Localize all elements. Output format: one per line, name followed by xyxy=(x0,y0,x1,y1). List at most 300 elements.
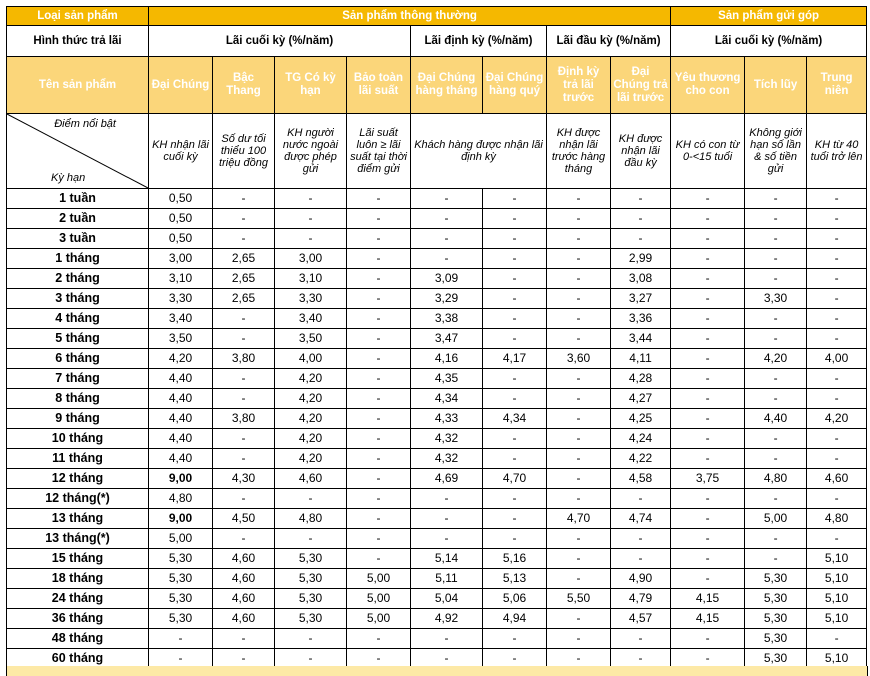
rate-cell: 5,14 xyxy=(411,549,483,569)
rate-cell: 3,00 xyxy=(275,249,347,269)
rate-cell: 4,20 xyxy=(275,369,347,389)
rate-cell: - xyxy=(411,189,483,209)
rate-cell: 5,00 xyxy=(347,569,411,589)
rate-cell: - xyxy=(807,369,867,389)
rate-cell: 4,58 xyxy=(611,469,671,489)
rate-cell: - xyxy=(347,429,411,449)
rate-cell: - xyxy=(347,529,411,549)
rate-cell: 4,79 xyxy=(611,589,671,609)
rate-cell: - xyxy=(483,369,547,389)
rate-cell: - xyxy=(611,549,671,569)
rate-cell: 5,30 xyxy=(275,549,347,569)
rate-cell: 4,70 xyxy=(547,509,611,529)
highlight-label: Điểm nổi bật xyxy=(54,118,116,130)
rate-cell: - xyxy=(483,389,547,409)
rate-cell: - xyxy=(611,189,671,209)
rate-cell: - xyxy=(745,369,807,389)
rate-cell: - xyxy=(671,249,745,269)
rate-cell: 5,30 xyxy=(149,549,213,569)
table-row xyxy=(7,229,867,249)
rate-cell: - xyxy=(213,429,275,449)
highlight-dinh-ky-tra-truoc: KH được nhận lãi trước hàng tháng xyxy=(547,114,611,189)
table-row xyxy=(7,549,867,569)
rate-cell: - xyxy=(483,449,547,469)
rate-cell: - xyxy=(483,329,547,349)
rate-cell: - xyxy=(745,389,807,409)
rate-cell: 4,20 xyxy=(807,409,867,429)
product-dai-chung: Đại Chúng xyxy=(149,57,213,114)
rate-cell: - xyxy=(347,249,411,269)
table-row xyxy=(7,569,867,589)
rate-cell: 5,30 xyxy=(745,609,807,629)
rate-cell: - xyxy=(483,429,547,449)
rate-cell: 3,00 xyxy=(149,249,213,269)
rate-cell: 5,50 xyxy=(547,589,611,609)
rate-cell: - xyxy=(411,489,483,509)
rate-cell: - xyxy=(671,229,745,249)
term-cell: 9 tháng xyxy=(7,409,149,429)
rate-cell: 9,00 xyxy=(149,469,213,489)
table-row xyxy=(7,389,867,409)
rate-cell: 3,80 xyxy=(213,409,275,429)
table-row xyxy=(7,589,867,609)
table-row xyxy=(7,189,867,209)
rate-cell: - xyxy=(671,269,745,289)
rate-cell: 0,50 xyxy=(149,229,213,249)
term-cell: 15 tháng xyxy=(7,549,149,569)
rate-cell: 4,80 xyxy=(745,469,807,489)
rate-cell: - xyxy=(671,629,745,649)
product-tich-luy: Tích lũy xyxy=(745,57,807,114)
rate-cell: 5,06 xyxy=(483,589,547,609)
rate-cell: - xyxy=(671,489,745,509)
rate-cell: - xyxy=(347,349,411,369)
term-cell: 60 tháng xyxy=(7,649,149,669)
rate-cell: - xyxy=(213,189,275,209)
product-bac-thang: Bậc Thang xyxy=(213,57,275,114)
rate-cell: - xyxy=(671,289,745,309)
rate-cell: - xyxy=(275,529,347,549)
rate-cell: - xyxy=(275,189,347,209)
rate-cell: - xyxy=(411,509,483,529)
rate-cell: - xyxy=(611,649,671,669)
rate-cell: - xyxy=(547,209,611,229)
term-cell: 10 tháng xyxy=(7,429,149,449)
header-periodic-interest: Lãi định kỳ (%/năm) xyxy=(411,26,547,57)
header-installment-end-term: Lãi cuối kỳ (%/năm) xyxy=(671,26,867,57)
rate-cell: 5,11 xyxy=(411,569,483,589)
rate-cell: - xyxy=(483,249,547,269)
table-row xyxy=(7,369,867,389)
rate-cell: - xyxy=(547,329,611,349)
term-cell: 36 tháng xyxy=(7,609,149,629)
rate-cell: 4,94 xyxy=(483,609,547,629)
term-cell: 12 tháng xyxy=(7,469,149,489)
rate-table-container xyxy=(6,6,866,668)
rate-cell: - xyxy=(547,649,611,669)
rate-cell: 5,30 xyxy=(275,569,347,589)
term-cell: 18 tháng xyxy=(7,569,149,589)
rate-cell: - xyxy=(611,529,671,549)
rate-cell: - xyxy=(807,209,867,229)
rate-cell: - xyxy=(411,529,483,549)
highlight-bac-thang: Số dư tối thiểu 100 triệu đồng xyxy=(213,114,275,189)
rate-cell: 3,30 xyxy=(149,289,213,309)
rate-cell: - xyxy=(671,449,745,469)
rate-cell: - xyxy=(547,629,611,649)
rate-cell: 3,36 xyxy=(611,309,671,329)
rate-cell: 3,75 xyxy=(671,469,745,489)
rate-cell: - xyxy=(671,209,745,229)
rate-cell: 4,40 xyxy=(149,389,213,409)
rate-cell: - xyxy=(547,309,611,329)
product-dai-chung-hang-thang: Đại Chúng hàng tháng xyxy=(411,57,483,114)
rate-cell: - xyxy=(483,229,547,249)
rate-cell: - xyxy=(745,189,807,209)
rate-cell: 4,30 xyxy=(213,469,275,489)
rate-cell: 4,80 xyxy=(149,489,213,509)
term-cell: 13 tháng xyxy=(7,509,149,529)
rate-cell: 4,34 xyxy=(483,409,547,429)
rate-cell: 4,70 xyxy=(483,469,547,489)
rate-cell: - xyxy=(745,249,807,269)
rate-cell: 4,40 xyxy=(149,449,213,469)
rate-cell: - xyxy=(807,289,867,309)
rate-cell: - xyxy=(745,209,807,229)
rate-cell: - xyxy=(213,649,275,669)
rate-cell: - xyxy=(671,189,745,209)
rate-cell: 4,32 xyxy=(411,449,483,469)
rate-cell: 5,30 xyxy=(149,589,213,609)
rate-cell: 4,60 xyxy=(213,609,275,629)
term-cell: 1 tháng xyxy=(7,249,149,269)
rate-cell: - xyxy=(213,229,275,249)
rate-cell: - xyxy=(547,449,611,469)
rate-cell: - xyxy=(347,489,411,509)
term-cell: 48 tháng xyxy=(7,629,149,649)
table-row xyxy=(7,449,867,469)
rate-cell: - xyxy=(807,269,867,289)
rate-cell: 4,74 xyxy=(611,509,671,529)
rate-cell: - xyxy=(275,229,347,249)
rate-cell: 3,29 xyxy=(411,289,483,309)
term-cell: 13 tháng(*) xyxy=(7,529,149,549)
product-dinh-ky-tra-lai-truoc: Định kỳ trả lãi trước xyxy=(547,57,611,114)
rate-cell: 5,00 xyxy=(149,529,213,549)
term-cell: 3 tháng xyxy=(7,289,149,309)
rate-cell: 3,10 xyxy=(149,269,213,289)
rate-cell: 5,00 xyxy=(347,609,411,629)
rate-cell: - xyxy=(347,449,411,469)
rate-cell: 5,10 xyxy=(807,589,867,609)
table-row xyxy=(7,429,867,449)
rate-cell: - xyxy=(807,389,867,409)
rate-cell: - xyxy=(807,489,867,509)
rate-cell: 9,00 xyxy=(149,509,213,529)
rate-cell: 4,80 xyxy=(807,509,867,529)
rate-cell: - xyxy=(547,549,611,569)
term-cell: 3 tuần xyxy=(7,229,149,249)
rate-cell: - xyxy=(547,289,611,309)
product-trung-nien: Trung niên xyxy=(807,57,867,114)
highlight-bao-toan: Lãi suất luôn ≥ lãi suất tại thời điểm gửi xyxy=(347,114,411,189)
rate-cell: 5,13 xyxy=(483,569,547,589)
header-installment-products: Sản phẩm gửi góp xyxy=(671,7,867,26)
term-cell: 24 tháng xyxy=(7,589,149,609)
rate-cell: 4,22 xyxy=(611,449,671,469)
rate-cell: - xyxy=(611,209,671,229)
rate-cell: - xyxy=(547,229,611,249)
rate-cell: - xyxy=(411,649,483,669)
rate-cell: 4,16 xyxy=(411,349,483,369)
header-product-type: Loại sản phẩm xyxy=(7,7,149,26)
rate-cell: - xyxy=(547,409,611,429)
rate-cell: 4,60 xyxy=(213,589,275,609)
rate-cell: - xyxy=(611,489,671,509)
rate-cell: - xyxy=(671,309,745,329)
rate-cell: 5,30 xyxy=(745,569,807,589)
rate-cell: - xyxy=(275,629,347,649)
rate-cell: 4,92 xyxy=(411,609,483,629)
rate-cell: 4,20 xyxy=(275,409,347,429)
rate-cell: - xyxy=(547,489,611,509)
rate-cell: - xyxy=(483,189,547,209)
highlight-tich-luy: Không giới hạn số lần & số tiền gửi xyxy=(745,114,807,189)
rate-cell: 5,04 xyxy=(411,589,483,609)
rate-cell: - xyxy=(547,429,611,449)
rate-cell: - xyxy=(275,489,347,509)
rate-cell: - xyxy=(671,549,745,569)
rate-cell: 3,40 xyxy=(149,309,213,329)
rate-cell: - xyxy=(347,289,411,309)
rate-cell: 4,60 xyxy=(807,469,867,489)
rate-cell: - xyxy=(149,649,213,669)
rate-cell: 4,60 xyxy=(213,569,275,589)
rate-cell: 3,27 xyxy=(611,289,671,309)
highlight-trung-nien: KH từ 40 tuổi trở lên xyxy=(807,114,867,189)
term-cell: 12 tháng(*) xyxy=(7,489,149,509)
highlight-periodic: Khách hàng được nhận lãi định kỳ xyxy=(411,114,547,189)
rate-cell: - xyxy=(213,629,275,649)
rate-cell: - xyxy=(745,529,807,549)
rate-cell: - xyxy=(347,229,411,249)
product-bao-toan-lai-suat: Bảo toàn lãi suất xyxy=(347,57,411,114)
rate-cell: - xyxy=(671,529,745,549)
rate-cell: 5,00 xyxy=(745,509,807,529)
rate-cell: - xyxy=(547,609,611,629)
rate-cell: 4,20 xyxy=(275,429,347,449)
table-row xyxy=(7,289,867,309)
rate-cell: 4,32 xyxy=(411,429,483,449)
rate-cell: 5,30 xyxy=(745,629,807,649)
rate-cell: - xyxy=(547,249,611,269)
table-row xyxy=(7,609,867,629)
rate-cell: - xyxy=(671,349,745,369)
highlight-dai-chung: KH nhận lãi cuối kỳ xyxy=(149,114,213,189)
term-label: Kỳ hạn xyxy=(51,172,86,184)
rate-cell: 2,99 xyxy=(611,249,671,269)
rate-cell: 4,20 xyxy=(275,449,347,469)
rate-cell: 4,35 xyxy=(411,369,483,389)
rate-cell: - xyxy=(745,329,807,349)
rate-cell: - xyxy=(745,269,807,289)
rate-cell: - xyxy=(347,189,411,209)
rate-cell: 4,27 xyxy=(611,389,671,409)
rate-cell: 0,50 xyxy=(149,209,213,229)
rate-cell: - xyxy=(149,629,213,649)
rate-cell: 4,25 xyxy=(611,409,671,429)
highlight-yeu-thuong: KH có con từ 0-<15 tuổi xyxy=(671,114,745,189)
rate-cell: 4,40 xyxy=(745,409,807,429)
header-payment-form: Hình thức trả lãi xyxy=(7,26,149,57)
rate-cell: 2,65 xyxy=(213,289,275,309)
rate-cell: 2,65 xyxy=(213,269,275,289)
rate-cell: - xyxy=(547,389,611,409)
rate-cell: - xyxy=(745,229,807,249)
rate-cell: - xyxy=(483,289,547,309)
rate-cell: - xyxy=(807,189,867,209)
rate-cell: - xyxy=(213,449,275,469)
rate-cell: - xyxy=(347,269,411,289)
rate-cell: - xyxy=(347,509,411,529)
rate-cell: 5,10 xyxy=(807,649,867,669)
rate-cell: - xyxy=(807,529,867,549)
rate-cell: 5,30 xyxy=(149,609,213,629)
rate-cell: 4,69 xyxy=(411,469,483,489)
rate-cell: - xyxy=(671,369,745,389)
rate-cell: - xyxy=(347,309,411,329)
rate-cell: 4,24 xyxy=(611,429,671,449)
rate-cell: - xyxy=(807,249,867,269)
rate-cell: 4,28 xyxy=(611,369,671,389)
header-upfront-interest: Lãi đầu kỳ (%/năm) xyxy=(547,26,671,57)
header-product-name: Tên sản phẩm xyxy=(7,57,149,114)
table-row xyxy=(7,629,867,649)
table-row xyxy=(7,209,867,229)
rate-cell: - xyxy=(347,329,411,349)
table-row xyxy=(7,269,867,289)
rate-cell: - xyxy=(547,269,611,289)
rate-cell: 5,00 xyxy=(347,589,411,609)
term-cell: 5 tháng xyxy=(7,329,149,349)
table-row xyxy=(7,529,867,549)
rate-cell: - xyxy=(547,369,611,389)
rate-cell: 3,44 xyxy=(611,329,671,349)
rate-cell: - xyxy=(671,329,745,349)
rate-cell: - xyxy=(745,549,807,569)
rate-cell: 4,20 xyxy=(275,389,347,409)
rate-cell: 5,10 xyxy=(807,569,867,589)
header-regular-products: Sản phẩm thông thường xyxy=(149,7,671,26)
rate-cell: 4,33 xyxy=(411,409,483,429)
rate-cell: - xyxy=(347,649,411,669)
rate-cell: - xyxy=(483,309,547,329)
rate-cell: 4,34 xyxy=(411,389,483,409)
rate-cell: 3,08 xyxy=(611,269,671,289)
rate-cell: 5,30 xyxy=(745,649,807,669)
footer-band xyxy=(6,666,868,676)
rate-cell: - xyxy=(807,629,867,649)
rate-table-body xyxy=(7,189,867,669)
term-cell: 11 tháng xyxy=(7,449,149,469)
rate-cell: 5,16 xyxy=(483,549,547,569)
rate-cell: 3,80 xyxy=(213,349,275,369)
rate-cell: - xyxy=(671,389,745,409)
rate-cell: - xyxy=(347,369,411,389)
rate-cell: - xyxy=(347,469,411,489)
term-cell: 4 tháng xyxy=(7,309,149,329)
rate-cell: - xyxy=(807,329,867,349)
table-row xyxy=(7,249,867,269)
rate-cell: - xyxy=(745,449,807,469)
table-row xyxy=(7,489,867,509)
term-cell: 2 tháng xyxy=(7,269,149,289)
table-row xyxy=(7,309,867,329)
table-row xyxy=(7,469,867,489)
rate-cell: 3,40 xyxy=(275,309,347,329)
rate-cell: - xyxy=(213,329,275,349)
rate-cell: 4,40 xyxy=(149,429,213,449)
rate-cell: - xyxy=(347,209,411,229)
interest-rate-table xyxy=(6,6,867,668)
rate-cell: - xyxy=(611,229,671,249)
rate-cell: 4,17 xyxy=(483,349,547,369)
rate-cell: - xyxy=(671,649,745,669)
rate-cell: - xyxy=(483,509,547,529)
rate-cell: 4,00 xyxy=(275,349,347,369)
rate-cell: 5,30 xyxy=(745,589,807,609)
rate-cell: - xyxy=(483,209,547,229)
rate-cell: 4,00 xyxy=(807,349,867,369)
rate-cell: 3,60 xyxy=(547,349,611,369)
rate-cell: - xyxy=(671,409,745,429)
rate-cell: 5,30 xyxy=(149,569,213,589)
rate-cell: 3,38 xyxy=(411,309,483,329)
rate-cell: - xyxy=(213,489,275,509)
rate-cell: 5,10 xyxy=(807,549,867,569)
table-row xyxy=(7,409,867,429)
rate-cell: 4,80 xyxy=(275,509,347,529)
term-cell: 8 tháng xyxy=(7,389,149,409)
rate-cell: - xyxy=(213,389,275,409)
rate-cell: - xyxy=(213,209,275,229)
rate-cell: - xyxy=(745,429,807,449)
rate-cell: 4,60 xyxy=(213,549,275,569)
highlight-tg-co-ky-han: KH người nước ngoài được phép gửi xyxy=(275,114,347,189)
rate-cell: 4,40 xyxy=(149,369,213,389)
rate-cell: - xyxy=(483,529,547,549)
rate-cell: 4,15 xyxy=(671,589,745,609)
rate-cell: - xyxy=(275,209,347,229)
rate-cell: - xyxy=(807,449,867,469)
rate-cell: - xyxy=(411,209,483,229)
rate-cell: - xyxy=(411,629,483,649)
rate-cell: 4,15 xyxy=(671,609,745,629)
rate-cell: - xyxy=(671,509,745,529)
rate-cell: - xyxy=(745,489,807,509)
rate-cell: - xyxy=(807,229,867,249)
table-row xyxy=(7,509,867,529)
highlight-dai-chung-tra-truoc: KH được nhận lãi đầu kỳ xyxy=(611,114,671,189)
rate-cell: - xyxy=(671,429,745,449)
rate-cell: 4,20 xyxy=(149,349,213,369)
rate-cell: - xyxy=(213,529,275,549)
rate-cell: - xyxy=(483,629,547,649)
rate-cell: - xyxy=(807,309,867,329)
term-cell: 2 tuần xyxy=(7,209,149,229)
rate-cell: 3,09 xyxy=(411,269,483,289)
header-end-term-interest: Lãi cuối kỳ (%/năm) xyxy=(149,26,411,57)
